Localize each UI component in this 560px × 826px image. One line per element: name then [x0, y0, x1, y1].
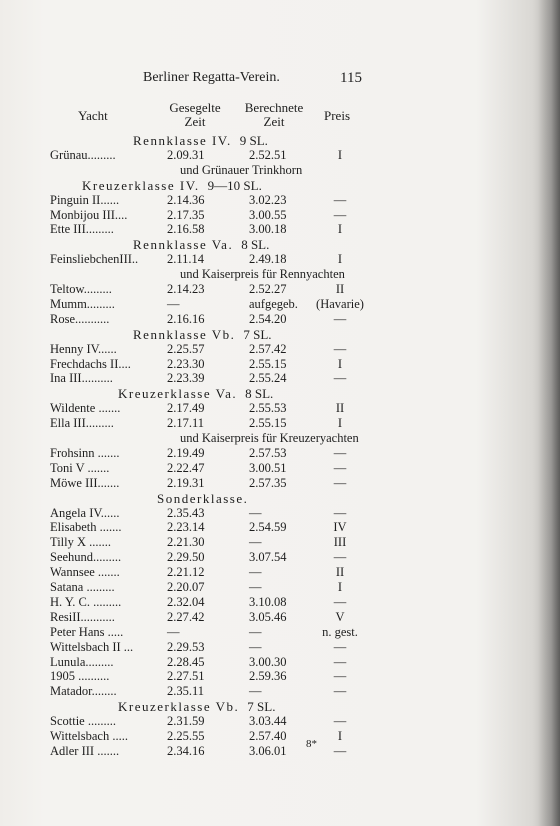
yacht-name: Möwe III.......	[50, 475, 120, 490]
table-row	[0, 342, 560, 357]
section-title: Rennklasse IV.	[133, 133, 232, 148]
section-heading	[118, 699, 275, 715]
sailed-time: 2.17.11	[167, 416, 205, 431]
table-row	[0, 744, 560, 759]
sailed-time: 2.21.30	[167, 535, 205, 550]
yacht-name: H. Y. C. .........	[50, 594, 122, 609]
section-heading	[133, 327, 272, 343]
section-title: Sonderklasse.	[157, 490, 249, 506]
sailed-time: 2.23.30	[167, 356, 205, 371]
yacht-name: ResiII...........	[50, 609, 115, 624]
prize: V	[335, 609, 345, 624]
sailed-time: 2.21.12	[167, 565, 205, 580]
prize: I	[337, 580, 343, 594]
computed-time: —	[249, 535, 262, 550]
yacht-name: Wittelsbach .....	[50, 729, 128, 743]
computed-time: —	[249, 505, 262, 520]
prize: I	[337, 222, 343, 237]
yacht-name: Grünau.........	[50, 147, 116, 162]
column-header-prize: Preis	[324, 108, 350, 123]
prize: —	[333, 192, 347, 207]
section-title: Kreuzerklasse Vb.	[118, 699, 240, 715]
yacht-name: Teltow.........	[50, 282, 112, 296]
prize: n. gest.	[322, 624, 358, 639]
computed-time: 2.57.35	[249, 475, 287, 490]
sailed-time: 2.17.49	[167, 401, 205, 416]
sailed-time: 2.28.45	[167, 654, 205, 669]
section-heading	[82, 178, 262, 194]
prize: II	[335, 565, 345, 580]
computed-time: —	[249, 580, 262, 594]
column-header-yacht: Yacht	[78, 108, 108, 123]
yacht-name: Ina III..........	[50, 371, 113, 386]
prize: I	[337, 252, 343, 267]
section-addendum: und Grünauer Trinkhorn	[180, 162, 303, 177]
section-title: Rennklasse Va.	[133, 237, 234, 253]
section-title: Rennklasse Vb.	[133, 326, 236, 342]
prize: III	[333, 535, 347, 550]
column-header-sailed-time-line1: Gesegelte	[169, 100, 221, 115]
prize: —	[333, 445, 347, 460]
prize: I	[337, 416, 343, 431]
table-row	[0, 714, 560, 729]
yacht-name: Adler III .......	[50, 743, 120, 758]
computed-time: 3.00.51	[249, 460, 287, 475]
computed-time: 2.52.27	[249, 282, 287, 296]
table-row	[0, 446, 560, 461]
section-addendum: und Kaiserpreis für Rennyachten	[180, 267, 345, 282]
page-number: 115	[340, 70, 362, 86]
sailed-time: 2.14.23	[167, 282, 205, 296]
yacht-name: Matador........	[50, 684, 117, 699]
prize: (Havarie)	[316, 296, 364, 311]
computed-time: 3.00.55	[249, 207, 287, 222]
computed-time: 2.55.15	[249, 416, 287, 431]
prize: —	[333, 714, 347, 729]
sailed-time: 2.31.59	[167, 714, 205, 729]
section-heading	[133, 237, 269, 253]
yacht-name: Ette III.........	[50, 222, 114, 237]
section-note: 9—10 SL.	[207, 177, 262, 193]
section-addendum: und Kaiserpreis für Kreuzeryachten	[180, 431, 359, 445]
table-row	[0, 610, 560, 625]
computed-time: —	[249, 639, 262, 654]
table-row	[0, 193, 560, 208]
sailed-time: 2.27.51	[167, 669, 205, 684]
sailed-time: —	[167, 296, 180, 311]
computed-time: 2.55.15	[249, 356, 287, 371]
sailed-time: 2.17.35	[167, 207, 205, 222]
table-row	[0, 357, 560, 372]
sailed-time: 2.14.36	[167, 192, 205, 207]
prize: IV	[333, 520, 347, 535]
section-title: Kreuzerklasse Va.	[118, 386, 238, 402]
table-row	[0, 640, 560, 655]
yacht-name: Wildente .......	[50, 401, 121, 416]
section-note: 7 SL.	[243, 326, 272, 342]
table-row	[0, 476, 560, 491]
sailed-time: 2.25.55	[167, 729, 205, 743]
yacht-name: Peter Hans .....	[50, 624, 124, 639]
sailed-time: 2.09.31	[167, 147, 205, 162]
prize: —	[333, 460, 347, 475]
column-header-sailed-time	[160, 101, 230, 129]
table-row	[0, 684, 560, 699]
section-note: 9 SL.	[239, 133, 268, 148]
yacht-name: Toni V .......	[50, 460, 110, 475]
computed-time: 2.49.18	[249, 252, 287, 267]
table-row	[0, 371, 560, 386]
yacht-name: Monbijou III....	[50, 207, 128, 222]
sailed-time: 2.27.42	[167, 609, 205, 624]
prize: —	[333, 594, 347, 609]
yacht-name: Tilly X .......	[50, 535, 112, 550]
yacht-name: Angela IV......	[50, 505, 120, 520]
prize: —	[333, 505, 347, 520]
prize: —	[333, 311, 347, 326]
yacht-name: Frohsinn .......	[50, 445, 120, 460]
computed-time: —	[249, 684, 262, 699]
computed-time: 3.06.01	[249, 743, 287, 758]
yacht-name: FeinsliebchenIII..	[50, 252, 139, 267]
prize: —	[333, 341, 347, 356]
yacht-name: Henny IV......	[50, 341, 117, 356]
computed-time: 2.57.53	[249, 445, 287, 460]
prize: II	[335, 401, 345, 416]
computed-time: 2.55.53	[249, 401, 287, 416]
computed-time: 3.05.46	[249, 609, 287, 624]
section-title: Kreuzerklasse IV.	[82, 177, 200, 193]
prize: —	[333, 743, 347, 758]
sailed-time: 2.29.50	[167, 550, 205, 565]
column-header-computed-time	[238, 101, 310, 129]
computed-time: 2.57.40	[249, 729, 287, 743]
table-row	[0, 595, 560, 610]
yacht-name: Wannsee .......	[50, 565, 120, 580]
section-note: 8 SL.	[241, 237, 270, 253]
section-heading	[133, 133, 268, 149]
computed-time: 2.54.59	[249, 520, 287, 535]
table-row	[0, 401, 560, 416]
section-note: 8 SL.	[245, 386, 274, 402]
yacht-name: Seehund.........	[50, 550, 122, 565]
prize: I	[337, 356, 343, 371]
yacht-name: Rose...........	[50, 311, 110, 326]
section-heading	[157, 491, 248, 507]
table-row	[0, 520, 560, 535]
table-row	[0, 580, 560, 595]
column-header-sailed-time-line2: Zeit	[184, 114, 206, 129]
yacht-name: Wittelsbach II ...	[50, 639, 134, 654]
table-row	[0, 461, 560, 476]
yacht-name: Lunula.........	[50, 654, 114, 669]
table-row	[0, 625, 560, 640]
table-row	[0, 506, 560, 521]
table-row	[0, 312, 560, 327]
table-row	[0, 222, 560, 237]
table-row	[0, 252, 560, 267]
sailed-time: 2.20.07	[167, 580, 205, 594]
yacht-name: Mumm.........	[50, 296, 115, 311]
yacht-name: Satana .........	[50, 580, 115, 594]
table-row	[0, 148, 560, 163]
table-row	[0, 416, 560, 431]
table-row	[0, 297, 560, 312]
yacht-name: Ella III.........	[50, 416, 114, 431]
computed-time: —	[249, 565, 262, 580]
computed-time: 3.00.18	[249, 222, 287, 237]
prize: —	[333, 639, 347, 654]
table-row	[0, 282, 560, 297]
table-row	[0, 565, 560, 580]
sailed-time: 2.19.31	[167, 475, 205, 490]
table-row	[0, 669, 560, 684]
sailed-time: 2.16.16	[167, 311, 205, 326]
prize: —	[333, 475, 347, 490]
sailed-time: 2.35.11	[167, 684, 205, 699]
computed-time: 2.54.20	[249, 311, 287, 326]
prize: —	[333, 669, 347, 684]
sailed-time: 2.25.57	[167, 341, 205, 356]
table-row	[0, 729, 560, 744]
yacht-name: Scottie .........	[50, 714, 116, 729]
sailed-time: 2.22.47	[167, 460, 205, 475]
sailed-time: 2.23.39	[167, 371, 205, 386]
prize: —	[333, 207, 347, 222]
computed-time: —	[249, 624, 262, 639]
table-row	[0, 535, 560, 550]
computed-time: aufgegeb.	[249, 296, 298, 311]
sailed-time: 2.16.58	[167, 222, 205, 237]
computed-time: 2.57.42	[249, 341, 287, 356]
sailed-time: 2.34.16	[167, 743, 205, 758]
running-title: Berliner Regatta-Verein.	[143, 70, 280, 85]
computed-time: 3.03.44	[249, 714, 287, 729]
sailed-time: 2.19.49	[167, 445, 205, 460]
yacht-name: Frechdachs II....	[50, 356, 131, 371]
prize: II	[335, 282, 345, 296]
prize: I	[337, 147, 343, 162]
sailed-time: 2.11.14	[167, 252, 205, 267]
column-header-computed-time-line1: Berechnete	[244, 100, 304, 115]
sailed-time: —	[167, 624, 180, 639]
sailed-time: 2.29.53	[167, 639, 205, 654]
yacht-name: Elisabeth .......	[50, 520, 122, 535]
computed-time: 2.59.36	[249, 669, 287, 684]
computed-time: 3.02.23	[249, 192, 287, 207]
prize: —	[333, 654, 347, 669]
computed-time: 2.55.24	[249, 371, 287, 386]
prize: —	[333, 371, 347, 386]
computed-time: 2.52.51	[249, 147, 287, 162]
yacht-name: Pinguin II......	[50, 192, 120, 207]
table-row	[0, 208, 560, 223]
signature-mark: 8*	[306, 738, 317, 750]
computed-time: 3.00.30	[249, 654, 287, 669]
computed-time: 3.07.54	[249, 550, 287, 565]
prize: I	[337, 729, 343, 743]
section-note: 7 SL.	[247, 699, 276, 715]
page-header	[0, 70, 560, 92]
sailed-time: 2.32.04	[167, 594, 205, 609]
sailed-time: 2.23.14	[167, 520, 205, 535]
prize: —	[333, 684, 347, 699]
section-heading	[118, 386, 273, 402]
table-row	[0, 550, 560, 565]
prize: —	[333, 550, 347, 565]
computed-time: 3.10.08	[249, 594, 287, 609]
yacht-name: 1905 ..........	[50, 669, 110, 684]
table-row	[0, 655, 560, 670]
sailed-time: 2.35.43	[167, 505, 205, 520]
column-header-computed-time-line2: Zeit	[263, 114, 285, 129]
